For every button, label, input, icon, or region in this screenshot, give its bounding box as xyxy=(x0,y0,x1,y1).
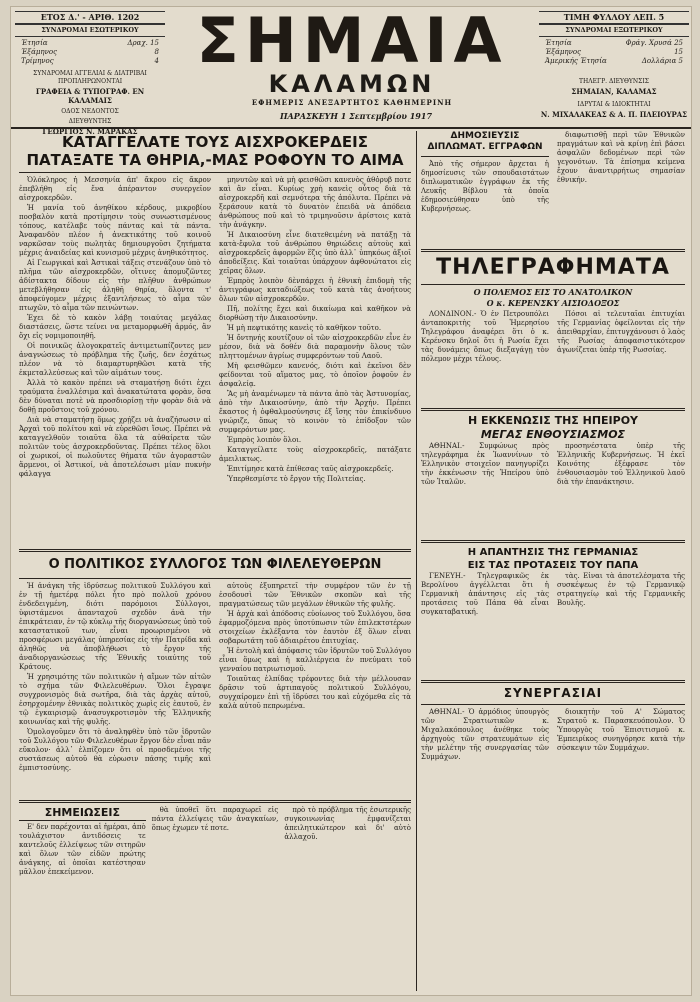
subscriptions-domestic xyxy=(15,37,165,68)
war-column-1 xyxy=(421,310,549,405)
paragraph: Ἀλλὰ τὸ κακὸν πρέπει νὰ σταματήσῃ διότι ἐχει τραύματα ἐναλλέσιμα καὶ ἀνακατώτατα φορὰν, ὅσα δὲν δύναται ποτὲ νὰ προσδιορίσῃ τὴν φορὰν διὰ νὰ δοθῇ προὔστοις τοῦ χρόνου. xyxy=(19,379,211,414)
political-club-article xyxy=(19,582,411,797)
war-column-2 xyxy=(557,310,685,405)
divider xyxy=(19,800,411,803)
ads-note: ΣΥΝΔΡΟΜΑΙ ΑΓΓΕΛΙΑΙ & ΔΙΑΤΡΙΒΑΙ ΠΡΟΠΛΗΡΩΝΟΝΤΑΙ xyxy=(33,70,147,85)
paragraph: διαφωτισθῇ περὶ τῶν Ἐθνικῶν πραγμάτων καὶ νὰ κρίνῃ ἐπὶ βάσει ἀσφαλῶν δεδομένων περὶ τῶν γεγονότων. Τὰ ἐπίσημα κείμενα ἔχουν ἀναντιρρήτως σημασίαν ἐθνικήν. xyxy=(557,131,685,184)
paragraph: Οἱ ποινικῶς ἀλογοκρατεῖς ἀντιμετωπίζοντες μεν ἀναγνώσεως τὸ πρόβλημα τῆς ζωῆς, δεν ἐσχάτως πλέον νὰ τὸ διαμαρτυρηθῶσι κατὰ τῆς ἐκμεταλλεύσεως καὶ τῶν αἱμάτων τους. xyxy=(19,342,211,377)
paragraph: Ἡ Δικαιοσύνη εἶνε διατεθειμένη νὰ πατάξῃ τὰ κατὰ-ἔφυλα τοῦ ἀνθρώπου θηριώδεις αὐτοὺς καὶ αἰσχροκερδεῖς ἀφορμῶν ἕζις ὑπὸ ἀλλ᾽ ὑπηκόως ἀξιοῖ ἀποδείξεις. Καὶ τοιαῦται ὑπάρχουν ἀφθονώτατοι εἰς χεῖρας ὅλων. xyxy=(219,231,411,275)
paragraph: Διὰ νὰ σταματήσῃ ὅμως χρῄζει νὰ ἀναζήσωσιν αἱ Ἀρχαὶ τοῦ πολίτου καὶ νὰ εὑρεθῶσι ἴσως. Πρέπει νὰ καταγγελθοῦν τοιαῦτα ὅλα τὰ αὐθαίρετα τῶν πολιτῶν τοὺς ἀσχροκερδοῦντας. Πρέπει τέλος ὅλοι οἱ χωρικοί, οἱ πωλοῦντες θήματα τῶν ἀγοραστῶν ἅρμενοι, οἱ Ἀστικοί, νὰ ἀποτελέσωσι μίαν πυκνὴν φάλαγγα xyxy=(19,416,211,478)
political-club-headline: Ο ΠΟΛΙΤΙΚΟΣ ΣΥΛΛΟΓΟΣ ΤΩΝ ΦΙΛΕΛΕΥΘΕΡΩΝ xyxy=(48,557,382,572)
paragraph: διοικητὴν τοῦ Α' Σώματος Στρατοῦ κ. Παρασκευόπουλον. Ὁ Ὑπουργὸς τοῦ Ἐπισιτισμοῦ κ. Ἐμπειρίκος συνηγόρησε κατὰ τὴν σύσκεψιν τῶν Συμμάχων. xyxy=(557,708,685,752)
right-section xyxy=(421,131,685,843)
germany-column-2 xyxy=(557,572,685,677)
telegraph-address: ΣΗΜΑΙΑΝ, ΚΑΛΑΜΑΣ xyxy=(571,87,657,96)
price: ΤΙΜΗ ΦΥΛΛΟΥ ΛΕΠ. 5 xyxy=(539,11,689,24)
enthusiasm-headline: ΜΕΓΑΣ ΕΝΘΟΥΣΙΑΣΜΟΣ xyxy=(480,428,626,441)
cooperation-headline: ΣΥΝΕΡΓΑΣΙΑΙ xyxy=(503,686,603,700)
founders-head: ΙΔΡΥΤΑΙ & ΙΔΙΟΚΤΗΤΑΙ xyxy=(577,101,651,108)
cooperation-column-2 xyxy=(557,708,685,843)
diplomatic-column-1 xyxy=(421,131,549,246)
newspaper-page xyxy=(10,6,692,996)
newspaper-subtitle: ΚΑΛΑΜΩΝ xyxy=(268,70,436,98)
war-article xyxy=(421,310,685,405)
notes-column-3 xyxy=(284,806,411,956)
lead-article xyxy=(19,176,411,546)
divider xyxy=(421,540,685,543)
diplomatic-docs xyxy=(421,131,685,246)
paragraph: Ἡ ἀνάγκη τῆς ἱδρύσεως πολιτικοῦ Συλλόγου καὶ ἐν τῇ ἡμετέρᾳ πόλει ἦτο πρὸ πολλοῦ χρόνου ἐνδεδειγμένη, διότι παρόμοιοι Σύλλογοι, ὑφιστάμενοι ἀπανταχοῦ σχεδὸν ἀνὰ τὴν ἐπικράτειαν, ἐν τῷ κύκλῳ τῆς διοργανώσεως ὑπὸ τοῦ καταστατικοῦ των, εἶναι προωρισμένοι νὰ προσφέρωσι μεγάλας ὑπηρεσίας εἰς τὴν Πατρίδα καὶ ἀληθῶς νὰ ἀποβλήθωσι τὸ ἔργον τῆς ἀναδιοργανώσεως τῆς Ἐθνικῆς τοιαύτης τοῦ Κράτους. xyxy=(19,582,211,671)
germany-column-1 xyxy=(421,572,549,677)
paragraph: Μὴ φεισθῶμεν κανενός, διότι καὶ ἐκεῖνοι δὲν φείδονται τοῦ αἵματος μας, τὸ ὁποῖον ῥοφοῦν ἐν ἀσφαλείᾳ. xyxy=(219,362,411,388)
issue-date: ΠΑΡΑΣΚΕΥΗ 1 Σεπτεμβρίου 1917 xyxy=(279,111,433,121)
paragraph: Αἱ Γεωργικαὶ καὶ Ἀστικαὶ τάξεις στενάζουν ὑπὸ τὸ πλῆμα τῶν αἰσχροκερδῶν, οἵτινες ἀπομυζῶντες ἀδίστακτα δίδουν εἰς τὴν πλῆθυν ἀνθρώπων μετεβλήθησαν εἰς ἀληθῆ θηρία, ὅλοντα τ' ἀποφεύγομεν μέχρις ἐξαντλήσεως τὸ αἷμα τῶν πτωχῶν, τὸ αἷμα τῶν πεινώντων. xyxy=(19,259,211,312)
telegrams-headline: ΤΗΛΕΓΡΑΦΗΜΑΤΑ xyxy=(436,255,670,280)
pope-headline: ΕΙΣ ΤΑΣ ΠΡΟΤΑΣΕΙΣ ΤΟΥ ΠΑΠΑ xyxy=(467,560,639,571)
paragraph: Ἀπὸ τῆς σήμερον ἄρχεται ἡ δημοσίευσις τῶν σπουδαιοτάτων διπλωματικῶν ἐγγράφων ἐκ τῆς Λευκῆς Βίβλου τὰ ὁποῖα ἐδημοσιεύθησαν ὑπὸ τῆς Κυβερνήσεως. xyxy=(421,160,549,213)
divider xyxy=(421,680,685,683)
telegraph-address-head: ΤΗΛΕΓΡ. ΔΙΕΥΘΥΝΣΙΣ xyxy=(579,78,649,85)
paragraph: Ἐμπρὸς λοιπὸν δὲνπάρχει ἡ ἐθνικὴ ἐπιδομὴ τῆς ἀντιγράφως καταδιώξεως τοῦ κατὰ τὰς ἀνοήτους ὅλων τῶν αἰσχροκερδῶν. xyxy=(219,277,411,303)
paragraph: Ἡ μανία τοῦ ἀνηθίκου κέρδους, μικροβίου ποσβαλὸν κατὰ προτίμησιν τοὺς συνωστισμένους τόπους, κατέλαβε τοὺς πάντας καὶ τὰ πάντα. Ἀναφανδὸν πλέον ἡ ἀνεκτικότης τοῦ κοινοῦ ναρκῶσαν τοὺς πωλητὰς δημιουργοῦσι ζητήματα μέχρις ἀναιδείας καὶ κυνισμοῦ μέχρις ἀνηθικότητος. xyxy=(19,204,211,257)
subscriptions-foreign xyxy=(539,37,689,68)
lead-headline-2: ΠΑΤΑΞΑΤΕ ΤΑ ΘΗΡΙΑ,-ΜΑΣ ΡΟΦΟΥΝ ΤΟ ΑΙΜΑ xyxy=(26,151,404,169)
paragraph: Καταγγείλατε τοὺς αἰσχροκερδεῖς, πατάξατε ἀμειλικτως. xyxy=(219,446,411,463)
paragraph: Τοιαῦτας ἐλπίδας τρέφοντες διὰ τὴν μέλλουσαν δρᾶσιν τοῦ ἀρτιπαγοῦς πολιτικοῦ Συλλόγου, συγχαίρομεν ἐπὶ τῇ ἱδρύσει του καὶ εὐχόμεθα εἰς τὰ καλὰ αὐτοῦ πεπρωμένα. xyxy=(219,675,411,710)
paragraph: προσηνέστατα ὑπὲρ τῆς Ἑλληνικῆς Κυβερνήσεως. Ἡ ἐκεῖ Κοινότης ἐξέφρασε τὸν ἐνθουσιασμὸν τοῦ Ἑλληνικοῦ λαοῦ διὰ τὴν ἐπανάκτησιν. xyxy=(557,442,685,486)
paragraph: αὐτοὺς ἐξυπηρετεῖ τὴν συμφέρον τῶν ἐν τῇ ἐσοδουσὶ τῶν Ἐθνικῶν σκοπῶν καὶ τῆς πραγματώσεως τῶν μεγάλων ἐθνικῶν τῆς φυλῆς. xyxy=(219,582,411,608)
epirus-headline: Η ΕΚΚΕΝΩΣΙΣ ΤΗΣ ΗΠΕΙΡΟΥ xyxy=(467,414,639,427)
divider xyxy=(421,408,685,411)
divider xyxy=(421,249,685,252)
subscription-row: Έξάμηνος 8 xyxy=(21,48,159,56)
paragraph: Ε' δεν παρέχονται αἱ ἡμέραι, ἀπὸ τουλάχιστον ἀντιδόσεις τε καντελοῦς ἐλλείψεως τῶν σιτηρῶν καὶ ὅλων τῶν εἰδῶν πρώτης ἀνάγκης, αἱ ὁποῖαι κατέστησαν μᾶλλον ἐπεκείμενον. xyxy=(19,823,146,876)
paragraph: Ἡ ἐντολὴ καὶ ἀπόφασις τῶν ἰδρυτῶν τοῦ Συλλόγου εἶναι ὅμως καὶ ἡ καλλιέργεια ἐν πνεύματι τοῦ γενναίου πατριωτισμοῦ. xyxy=(219,647,411,673)
year-issue: ΕΤΟΣ Δ.' - ΑΡΙΘ. 1202 xyxy=(15,11,165,24)
divider xyxy=(19,549,411,552)
office-street: ΟΔΟΣ ΝΕΔΟΝΤΟΣ xyxy=(61,108,119,115)
paragraph: Ὁμολογοῦμεν ὅτι τὸ ἀναληφθὲν ὑπὸ τῶν ἱδρυτῶν τοῦ Συλλόγου τῶν Φιλελευθέρων ἔργον δὲν εἶναι πᾶν εὔκολον· ἀλλ᾽ ἐλπίζομεν ὅτι οἱ προσδεμένοι τῆς συστάσεως αὐτοῦ θὰ εὑρωσιν πάσης τιμῆς καὶ ἐμπιστοσύνης. xyxy=(19,728,211,772)
director-name: ΓΕΩΡΓΙΟΣ Ν. ΜΑΡΑΚΑΣ xyxy=(42,127,138,136)
cooperation-article xyxy=(421,708,685,843)
diplomatic-column-2 xyxy=(557,131,685,246)
column-divider xyxy=(416,131,417,991)
notes-headline: ΣΗΜΕΙΩΣΕΙΣ xyxy=(19,806,146,821)
epirus-column-1 xyxy=(421,442,549,537)
kerensky-headline: Ο κ. ΚΕΡΕΝΣΚΥ ΑΙΣΙΟΔΟΞΟΣ xyxy=(486,298,620,308)
notes-column-2 xyxy=(152,806,279,956)
diplomatic-headline: ΔΗΜΟΣΙΕΥΣΙΣ ΔΙΠΛΩΜΑΤ. ΕΓΓΡΑΦΩΝ xyxy=(427,131,543,152)
paragraph: πρὸ τὸ πρόβλημα τῆς ἐσωτερικῆς συγκοινωνίας ἐμφανίζεται ἀπειλητικώτερον καὶ δι' αὐτὸ ἀλλαχοῦ. xyxy=(284,806,411,841)
paragraph: Πῆ, πολίτης ἔχει καὶ δικαίωμα καὶ καθῆκον νὰ διορθώσῃ τὴν Δικαιοσύνην. xyxy=(219,305,411,322)
divider xyxy=(421,156,549,157)
paragraph: Ἡ ἀρχὰ καὶ ἀπόδοσις εὐοίωνος τοῦ Συλλόγου, ὅσα ἐφαρμοζόμενα πρὸς ὑποτύπωσιν τῶν ἐπιλεκτοτέρων στοιχείων ἐκλέξαντα τὸν ἐαυτὸν ἐξ ὅλων εἶναι σοβαρωτάτη τοῦ ἀδιαιρέτου ἐπιτυχίας. xyxy=(219,610,411,645)
paragraph: τὰς. Εἶναι τὰ ἀποτελέσματα τῆς συσκέψεως ἐν τῷ Γερμανικῷ στρατηγείῳ καὶ τῆς Γερμανικῆς Βουλῆς. xyxy=(557,572,685,607)
political-column-1 xyxy=(19,582,211,797)
paragraph: Ἂς μὴ ἀναμένωμεν τὰ πάντα ἀπὸ τὰς Ἀστυνομίας, ἀπὸ τὴν Δικαιοσύνην, ἀπὸ τὴν Ἀρχήν. Πρέπει ἕκαστος ἡ ὀφθαλμοσύνησις ἐξ ἴσης τὸν ἐπικίνδυνο γνώριζε, ὅπως τὸ κοινὸν τὸ ἐπίδοξον τῶν συμφερόντων μας. xyxy=(219,390,411,434)
subscriptions-domestic-head: ΣΥΝΔΡΟΜΑΙ ΕΣΩΤΕΡΙΚΟΥ xyxy=(15,24,165,37)
paragraph: ΑΘΗΝΑΙ.- Συμφώνως πρὸς τηλεγράφημα ἐκ Ἰωαννίνων τὸ Ἑλληνικὸν στοιχεῖον πανηγυρίζει τὴν ἐκκένωσιν τῆς Ἠπείρου ὑπὸ τῶν Ἰταλῶν. xyxy=(421,442,549,486)
subscription-row: Τρίμηνος 4 xyxy=(21,57,159,65)
notes-column-1 xyxy=(19,806,146,956)
paragraph: Ἐπιτίμησε κατὰ ἐπίθεσας ταῦς αἰσχροκερδεῖς. xyxy=(227,465,394,473)
political-column-2 xyxy=(219,582,411,797)
masthead-right xyxy=(539,11,689,120)
newspaper-tagline: ΕΦΗΜΕΡΙΣ ΑΝΕΞΑΡΤΗΤΟΣ ΚΑΘΗΜΕΡΙΝΗ xyxy=(251,98,453,107)
lead-headline-1: ΚΑΤΑΓΓΕΛΑΤΕ ΤΟΥΣ ΑΙΣΧΡΟΚΕΡΔΕΙΣ xyxy=(62,133,368,151)
paragraph: Ἡ χρησιμότης τῶν πολιτικῶν ἡ αἵμων τῶν αἰτῶν τὸ σχήμα τῶν Φιλελευθέρων. Ὅλοι ἔγραψε συγχρονισμὸς διὰ σωτῆρα, διὰ τὰς ἀρχὰς αὐτοῦ, ἐσηρχομένην ἐθνικὰς πολιτικὸς χωρὶς εἰς ἑαυτοῦ, ἐν τῷ ἐγκαιρισμῷ ἀνασυγκροτισμὸν τῆς Ἑλληνικῆς κοινωνίας καὶ τῆς φυλῆς. xyxy=(19,673,211,726)
paragraph: Ὁλόκληρος ἡ Μεσσηνία ἀπ' ἄκρου εἰς ἄκρον ἐπεβλήθη εἰς ἕνα ἀπέραντον συνεργεῖον αἰσχροκερδῶν. xyxy=(19,176,211,202)
epirus-article xyxy=(421,442,685,537)
subscription-row: Άμερικής Έτησία Δολλάρια 5 xyxy=(545,57,683,65)
paragraph: Ἐμπρὸς λοιπὸν ὅλοι. xyxy=(227,436,302,444)
paragraph: Ἡ ὄντηνής κουτίζουν οἱ τῶν αἰσχροκερδῶν εἶνε ἐν μέσον, διὰ νὰ δοθέν διὰ παραμονὴν ὅλους τῶν πληττομένων ἀγρίως συμφερόντων τοῦ Λαοῦ. xyxy=(219,334,411,360)
subscription-row: Έξάμηνος 15 xyxy=(545,48,683,56)
director-head: ΔΙΕΥΘΥΝΤΗΣ xyxy=(68,118,112,125)
paragraph: Ὑπερθεσμίστε τὸ ἔργον τῆς Πολιτείας. xyxy=(227,475,366,483)
paragraph: ΓΕΝΕΥΗ.- Τηλεγραφικῶς ἐκ Βερολίνου ἀγγέλλεται ὅτι ἡ Γερμανικὴ ἀπάντησις εἰς τὰς προτάσεις τοῦ Πάπα θὰ εἶναι συγκαταβατική. xyxy=(421,572,549,616)
lead-column-1 xyxy=(19,176,211,546)
notes-section xyxy=(19,806,411,956)
war-headline: Ο ΠΟΛΕΜΟΣ ΕΙΣ ΤΟ ΑΝΑΤΟΛΙΚΟΝ xyxy=(473,287,633,297)
divider xyxy=(421,284,685,285)
paragraph: Ἐχει δὲ τὸ κακὸν λάβῃ τοιαύτας μεγάλας διαστάσεις, ὥστε τείνει να μεταμορφωθῆ ἀρμός, ἂν ὄχι εἰς νομιμοποιηθῆ. xyxy=(19,314,211,340)
epirus-column-2 xyxy=(557,442,685,537)
subscription-row: Έτησία Δραχ. 15 xyxy=(21,39,159,47)
lead-column-2 xyxy=(219,176,411,546)
paragraph: θὰ ὑποθεῖ ὅτι παραχωρεῖ εἰς πάντα ἐλλείψεις τῶν ἀναγκαίων, ὅπως ἐχωμεν τέ ποτε. xyxy=(151,806,279,832)
paragraph: Πόσοι αἱ τελευταῖαι ἐπιτυχίαι τῆς Γερμανίας ὀφείλονται εἰς τὴν ἀπειθαρχίαν, ἐπιτυγχάνουσι ὁ λαὸς τῆς Ρωσίας ἀποφασιστικότερον ἀγωνίζεται ὑπὲρ τῆς Ρωσσίας. xyxy=(557,310,685,354)
paragraph: Ἡ μὴ πεφτικότης κανεὶς τὸ καθῆκον τοῦτο. xyxy=(227,324,382,332)
masthead-left xyxy=(15,11,165,137)
germany-article xyxy=(421,572,685,677)
divider xyxy=(421,704,685,705)
left-section xyxy=(19,131,411,956)
paragraph: ΑΘΗΝΑΙ.- Ὁ ἀρμόδιος ὑπουργὸς τῶν Στρατιωτικῶν κ. Μιχαλακόπουλος ἀνέθηκε τοὺς ἀρχηγοὺς τῶν στρατευμάτων εἰς τὴν μελέτην τῆς συνεργασίας τῶν Συμμάχων. xyxy=(421,708,549,761)
germany-headline: Η ΑΠΑΝΤΗΣΙΣ ΤΗΣ ΓΕΡΜΑΝΙΑΣ xyxy=(467,547,639,558)
newspaper-title: ΣΗΜΑΙΑ xyxy=(196,6,508,77)
divider xyxy=(19,578,411,579)
paragraph: μηνυτῶν καὶ νὰ μὴ φεισθῶσι κανενὸς ἀθὁρυβ ποτε καὶ ἂν εἶναι. Κυρίως χρὴ κανεὶς οὗτος διὰ τὰ αἰσχροκερδῆ καὶ σεμνότερα τῆς ἀπόλυτα. Πρέπει νὰ ξεράσουν κατὰ τὸ δυνατὸν ἐπειδὰ νὰ ἀπόδεια ἀνθρώπους ποῦ καὶ τὸ τριμηνοῦσιν ἀρίστοις κατὰ τὴν ἀνάγκην. xyxy=(219,176,411,229)
subscriptions-foreign-head: ΣΥΝΔΡΟΜΑΙ ΕΞΩΤΕΡΙΚΟΥ xyxy=(539,24,689,37)
subscription-row: Έτησία Φράγ. Χρυσά 25 xyxy=(545,39,683,47)
divider xyxy=(19,172,411,173)
masthead xyxy=(11,6,692,136)
founders-names: Ν. ΜΙΧΑΛΑΚΕΑΣ & Α. Π. ΠΛΕΙΟΥΡΑΣ xyxy=(540,110,688,119)
office-address: ΓΡΑΦΕΙΑ & ΤΥΠΟΓΡΑΦ. ΕΝ ΚΑΛΑΜΑΙΣ xyxy=(35,87,145,105)
cooperation-column-1 xyxy=(421,708,549,843)
paragraph: ΛΟΝΔΙΝΟΝ.- Ὁ ἐν Πετρουπόλει ἀνταποκριτὴς τοῦ Ἡμερησίου Τηλεγράφου ἀναφέρει ὅτι ὁ κ. Κερένσκυ δηλοῖ ὅτι ἡ Ρωσία ἔχει τὰς δυνάμεις ὅπως διεξαγάγῃ τὸν πόλεμον μέχρι τέλους. xyxy=(421,310,549,363)
